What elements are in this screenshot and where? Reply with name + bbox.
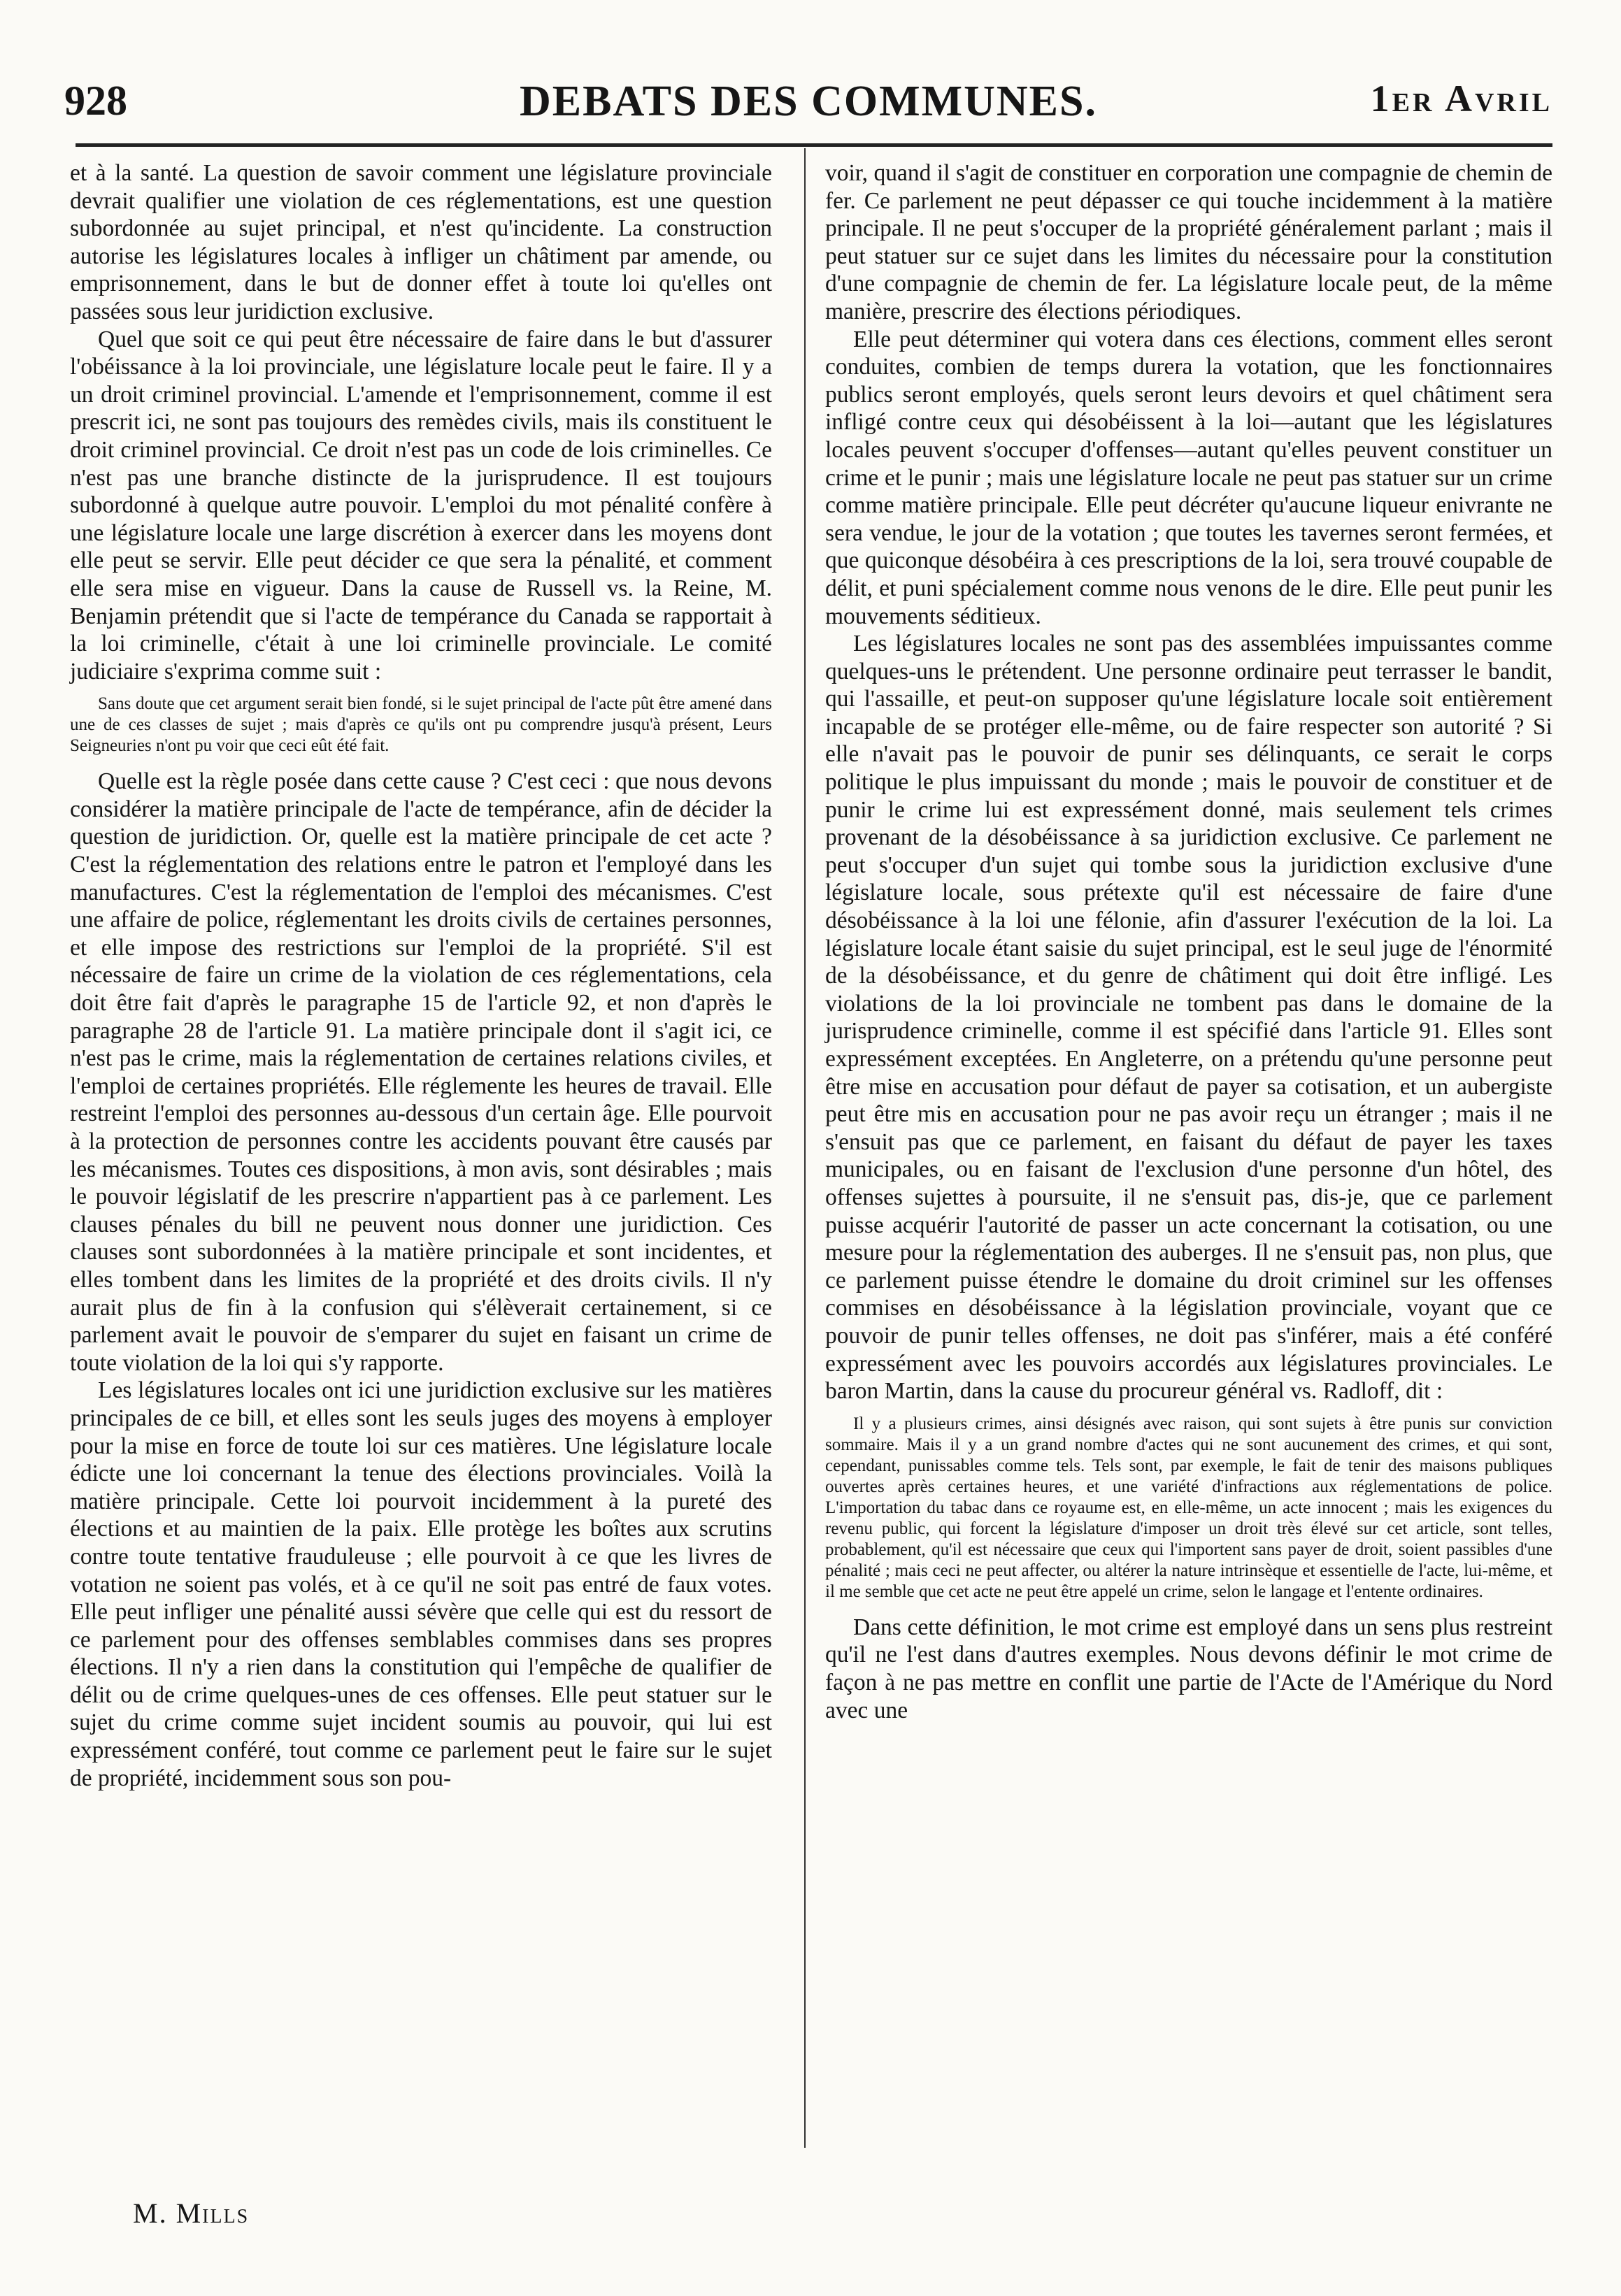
- paragraph: Dans cette définition, le mot crime est employé dans un sens plus restreint qu'il ne l'est dans d'autres exemples. Nous devons définir le mot crime de façon à ne pas mettre en conflit une partie de l'Acte de l'Amérique du Nord avec une: [825, 1614, 1552, 1723]
- left-column: [70, 159, 772, 1792]
- paragraph: Quel que soit ce qui peut être nécessaire de faire dans le but d'assurer l'obéissance à la loi provinciale, une législature locale peut le faire. Il y a un droit criminel provincial. L'amende et l'emprisonnement, comme il est prescrit ici, ne sont pas toujours des remèdes civils, mais ils constituent le droit criminel provincial. Ce droit n'est pas un code de lois criminelles. Ce n'est pas une branche distincte de la jurisprudence. Il est toujours subordonné à quelque autre pouvoir. L'emploi du mot pénalité confère à une législature locale une large discrétion à exercer dans les moyens dont elle peut se servir. Elle peut décider ce que sera la pénalité, et comment elle sera mise en vigueur. Dans la cause de Russell vs. la Reine, M. Benjamin prétendit que si l'acte de tempérance du Canada se rapportait à la loi criminelle, c'était à une loi criminelle provinciale. Le comité judiciaire s'exprima comme suit :: [70, 326, 772, 684]
- quotation: Il y a plusieurs crimes, ainsi désignés avec raison, qui sont sujets à être punis sur conviction sommaire. Mais il y a un grand nombre d'actes qui ne sont aucunement des crimes, et qui sont, cependant, punissables comme tels. Tels sont, par exemple, le fait de tenir des maisons publiques ouvertes après certaines heures, et une variété d'infractions aux réglementations de police. L'importation du tabac dans ce royaume est, en elle-même, un acte innocent ; mais les exigences du revenu public, qui forcent la législature d'imposer un droit très élevé sur cet article, sont telles, probablement, qu'il est nécessaire que ceux qui l'importent sans payer de droit, soient passibles d'une pénalité ; mais ceci ne peut affecter, ou altérer la nature intrinsèque et essentielle de l'acte, lui-même, et il me semble que cet acte ne peut être appelé un crime, selon le langage et l'entente ordinaires.: [825, 1414, 1552, 1601]
- paragraph: Les législatures locales ont ici une juridiction exclusive sur les matières principales de ce bill, et elles sont les seuls juges des moyens à employer pour la mise en force de toute loi sur ces matières. Une législature locale édicte une loi concernant la tenue des élections provinciales. Voilà la matière principale. Cette loi pourvoit incidemment à la pureté des élections et au maintien de la paix. Elle protège les boîtes aux scrutins contre toute tentative frauduleuse ; elle pourvoit à ce que les livres de votation ne soient pas volés, et à ce qu'il ne soit pas entré de faux votes. Elle peut infliger une pénalité aussi sévère que celle qui est du ressort de ce parlement pour des offenses semblables commises dans ses propres élections. Il n'y a rien dans la constitution qui l'empêche de qualifier de délit ou de crime quelques-unes de ces offenses. Elle peut statuer sur le sujet du crime comme sujet incident soumis au pouvoir, qui lui est expressément conféré, tout comme ce parlement peut le faire sur le sujet de propriété, incidemment sous son pou-: [70, 1377, 772, 1791]
- quotation: Sans doute que cet argument serait bien fondé, si le sujet principal de l'acte pût être amené dans une de ces classes de sujet ; mais d'après ce qu'ils ont pu comprendre jusqu'à présent, Leurs Seigneuries n'ont pu voir que ceci eût été fait.: [70, 694, 772, 756]
- header-rule: [76, 143, 1552, 147]
- paragraph: voir, quand il s'agit de constituer en corporation une compagnie de chemin de fer. Ce parlement ne peut dépasser ce qui touche incidemment à la matière principale. Il ne peut s'occuper de la propriété généralement parlant ; mais il peut statuer sur ce sujet dans les limites du nécessaire pour la constitution d'une compagnie de chemin de fer. La législature locale peut, de la même manière, prescrire des élections périodiques.: [825, 160, 1552, 324]
- column-divider: [804, 148, 806, 2148]
- header-date: 1er Avril: [1370, 78, 1552, 120]
- paragraph: et à la santé. La question de savoir comment une législature provinciale devrait qualifier une violation de ces réglementations, est une question subordonnée au sujet principal, et n'est qu'incidente. La construction autorise les législatures locales à infliger un châtiment par amende, ou emprisonnement, dans le but de donner effet à toute loi qu'elles ont passées sous leur juridiction exclusive.: [70, 160, 772, 324]
- paragraph: Elle peut déterminer qui votera dans ces élections, comment elles seront conduites, combien de temps durera la votation, que les fonctionnaires publics seront employés, quels seront leurs devoirs et quel châtiment sera infligé contre ceux qui désobéissent à la loi—autant que les législatures locales peuvent s'occuper d'offenses—autant qu'elles peuvent constituer un crime et le punir ; mais une législature locale ne peut pas statuer sur un crime comme matière principale. Elle peut décréter qu'aucune liqueur enivrante ne sera vendue, le jour de la votation ; que toutes les tavernes seront fermées, et que quiconque désobéira à ces prescriptions de la loi, sera trouvé coupable de délit, et puni spécialement comme nous venons de le dire. Elle peut punir les mouvements séditieux.: [825, 326, 1552, 629]
- right-column: [825, 159, 1552, 1724]
- page-number: 928: [64, 78, 127, 124]
- footer-speaker: M. Mills: [133, 2197, 250, 2229]
- paragraph: Les législatures locales ne sont pas des assemblées impuissantes comme quelques-uns le prétendent. Une personne ordinaire peut terrasser le bandit, qui l'assaille, et peut-on supposer qu'une législature locale soit entièrement incapable de se protéger elle-même, ou de faire respecter son autorité ? Si elle n'avait pas le pouvoir de punir ses délinquants, ce serait le corps politique le plus impuissant du monde ; mais le pouvoir de constituer et de punir le crime lui est expressément donné, mais seulement tels crimes provenant de la désobéissance à sa juridiction exclusive. Ce parlement ne peut s'occuper d'un sujet qui tombe sous la juridiction exclusive d'une législature locale, sous prétexte qu'il est nécessaire de faire d'une désobéissance à la loi une félonie, afin d'assurer l'exécution de la loi. La législature locale étant saisie du sujet principal, est le seul juge de l'énormité de la désobéissance, et du genre de châtiment qui doit être infligé. Les violations de la loi provinciale ne tombent pas dans le domaine de la jurisprudence criminelle, comme il est spécifié dans l'article 91. Elles sont expressément exceptées. En Angleterre, on a prétendu qu'une personne peut être mise en accusation pour défaut de payer sa cotisation, et un aubergiste peut être mis en accusation pour ne pas avoir reçu un étranger ; mais il ne s'ensuit pas que ce parlement, en faisant du défaut de payer les taxes municipales, ou en faisant de l'exclusion d'une personne d'un hôtel, des offenses sujettes à poursuite, il ne s'ensuit pas, dis-je, que ce parlement puisse acquérir l'autorité de passer un acte concernant la cotisation, ou une mesure pour la réglementation des auberges. Il ne s'ensuit pas, non plus, que ce parlement puisse étendre le domaine du droit criminel sur les offenses commises en désobéissance à la législation provinciale, voyant que ce pouvoir de punir telles offenses, ne doit pas s'inférer, mais a été conféré expressément avec les pouvoirs accordés aux législatures provinciales. Le baron Martin, dans la cause du procureur général vs. Radloff, dit :: [825, 631, 1552, 1405]
- page-header: [64, 77, 1552, 126]
- paragraph: Quelle est la règle posée dans cette cause ? C'est ceci : que nous devons considérer la matière principale de l'acte de tempérance, afin de décider la question de juridiction. Or, quelle est la matière principale de cet acte ? C'est la réglementation des relations entre le patron et l'employé dans les manufactures. C'est la réglementation de l'emploi des mécanismes. C'est une affaire de police, réglementant les droits civils de certaines personnes, et elle impose des restrictions sur l'emploi de la propriété. S'il est nécessaire de faire un crime de la violation de ces réglementations, cela doit être fait d'après le paragraphe 15 de l'article 92, et non d'après le paragraphe 28 de l'article 91. La matière principale dont il s'agit ici, ce n'est pas le crime, mais la réglementation de certaines relations civiles, et l'emploi de certaines propriétés. Elle réglemente les heures de travail. Elle restreint l'emploi des personnes au-dessous d'un certain âge. Elle pourvoit à la protection de personnes contre les accidents pouvant être causés par les mécanismes. Toutes ces dispositions, à mon avis, sont désirables ; mais le pouvoir législatif de les prescrire n'appartient pas à ce parlement. Les clauses pénales du bill ne peuvent nous donner une juridiction. Ces clauses sont subordonnées à la matière principale et sont incidentes, et elles tombent dans les limites de la propriété et des droits civils. Il n'y aurait plus de fin à la confusion qui s'élèverait certainement, si ce parlement avait le pouvoir de s'emparer du sujet en faisant un crime de toute violation de la loi qui s'y rapporte.: [70, 768, 772, 1376]
- page-title: DEBATS DES COMMUNES.: [519, 78, 1098, 125]
